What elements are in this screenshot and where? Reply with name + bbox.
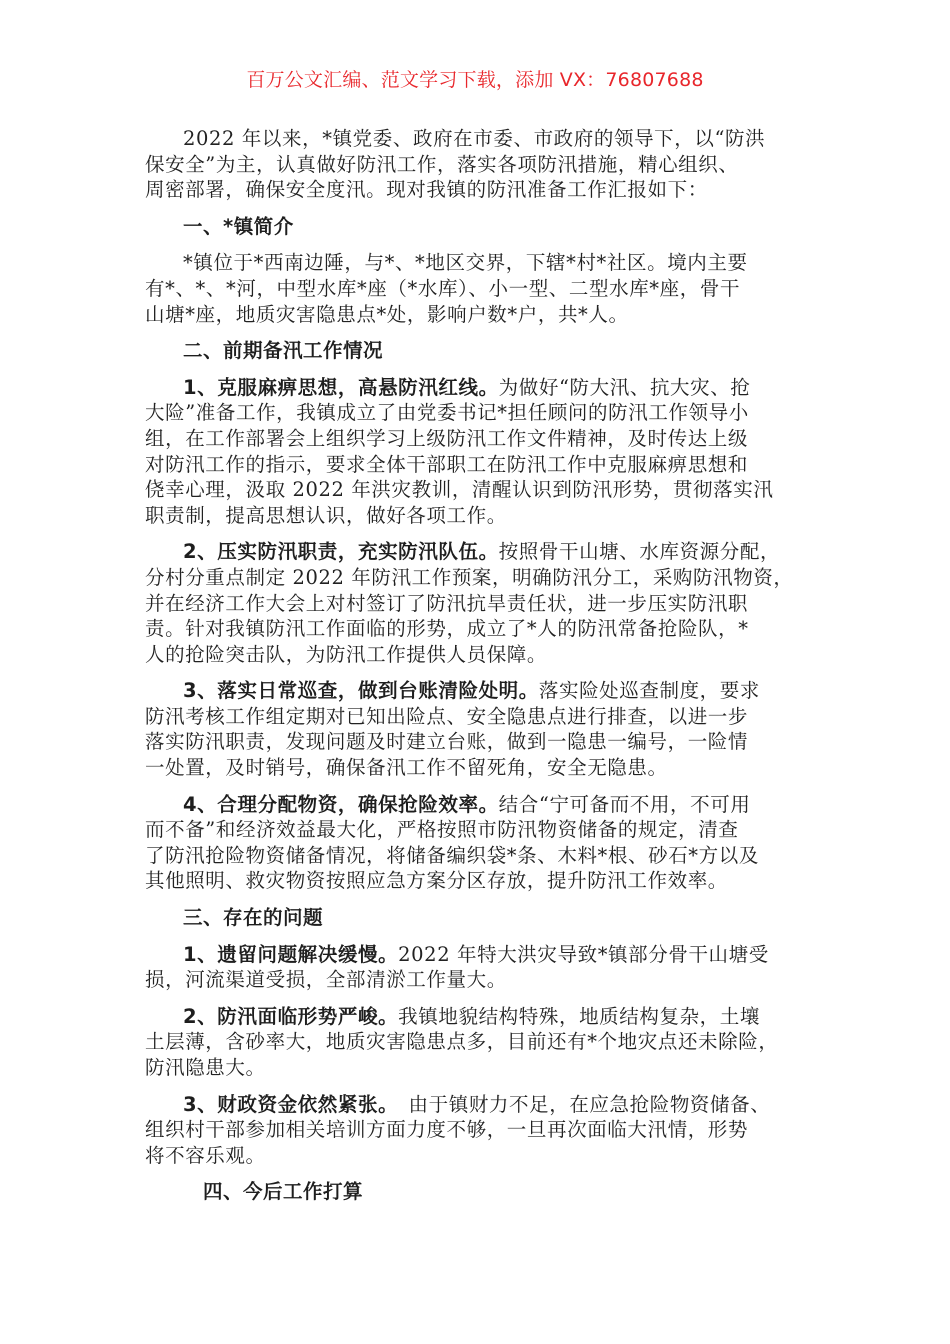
text-line: 2022 年以来，*镇党委、政府在市委、市政府的领导下，以“防洪	[183, 127, 766, 150]
item-text: 2022 年特大洪灾导致*镇部分骨干山塘受	[398, 942, 769, 966]
item-text: 落实险处巡查制度，要求	[538, 679, 760, 703]
item-title: 2、压实防汛职责，充实防汛队伍。	[183, 540, 499, 564]
item-title: 1、克服麻痹思想，高悬防汛红线。	[183, 375, 499, 399]
text-line: 组，在工作部署会上组织学习上级防汛工作文件精神，及时传达上级	[145, 426, 749, 450]
text-line: 组织村干部参加相关培训方面力度不够，一旦再次面临大汛情，形势	[145, 1118, 749, 1142]
item-text: 我镇地貌结构特殊，地质结构复杂，土壤	[398, 1004, 760, 1028]
item-text: 按照骨干山塘、水库资源分配，	[498, 540, 781, 564]
text-line: 对防汛工作的指示，要求全体干部职工在防汛工作中克服麻痹思想和	[145, 452, 749, 476]
item-title: 3、财政资金依然紧张。	[183, 1092, 389, 1116]
text-line: 防汛隐患大。	[145, 1056, 266, 1079]
text-line: 侥幸心理，汲取 2022 年洪灾教训，清醒认识到防汛形势，贯彻落实汛	[145, 478, 774, 502]
section-3-item-2	[145, 1004, 815, 1081]
item-title: 1、遗留问题解决缓慢。	[183, 942, 399, 966]
section-1-heading-block	[145, 214, 815, 240]
section-3-item-1	[145, 942, 815, 993]
section-4-heading-block	[145, 1179, 815, 1205]
text-line: 并在经济工作大会上对村签订了防汛抗旱责任状，进一步压实防汛职	[145, 591, 749, 615]
text-line: 而不备”和经济效益最大化，严格按照市防汛物资储备的规定，清查	[145, 818, 739, 842]
text-line: 其他照明、救灾物资按照应急方案分区存放，提升防汛工作效率。	[145, 869, 728, 893]
section-2-item-2	[145, 539, 815, 667]
section-heading: 四、今后工作打算	[203, 1180, 364, 1204]
item-text: 为做好“防大汛、抗大灾、抢	[498, 375, 751, 399]
item-title: 3、落实日常巡查，做到台账清险处明。	[183, 679, 539, 703]
text-line	[145, 942, 815, 968]
text-line: 职责制，提高思想认识，做好各项工作。	[145, 503, 507, 527]
section-3-item-3	[145, 1092, 815, 1169]
section-2-heading-block	[145, 338, 815, 364]
text-line: 山塘*座，地质灾害隐患点*处，影响户数*户，共*人。	[145, 302, 629, 326]
text-line: 防汛考核工作组定期对已知出险点、安全隐患点进行排查，以进一步	[145, 704, 749, 728]
text-line: 人的抢险突击队，为防汛工作提供人员保障。	[145, 642, 548, 666]
text-line: 大险”准备工作，我镇成立了由党委书记*担任顾问的防汛工作领导小	[145, 401, 749, 425]
watermark-banner: 百万公文汇编、范文学习下载，添加 VX：76807688	[246, 69, 704, 91]
section-2-item-1	[145, 375, 815, 529]
text-line: 周密部署，确保安全度汛。现对我镇的防汛准备工作汇报如下：	[145, 178, 708, 202]
item-text: 由于镇财力不足，在应急抢险物资储备、	[388, 1092, 771, 1116]
text-line: *镇位于*西南边陲，与*、*地区交界，下辖*村*社区。境内主要	[183, 251, 748, 275]
text-line: 保安全”为主，认真做好防汛工作，落实各项防汛措施，精心组织、	[145, 152, 739, 176]
section-heading: 三、存在的问题	[183, 906, 324, 930]
item-text: 结合“宁可备而不用，不可用	[498, 792, 751, 816]
item-title: 2、防汛面临形势严峻。	[183, 1004, 399, 1028]
text-line: 土层薄，含砂率大，地质灾害隐患点多，目前还有*个地灾点还未除险，	[145, 1030, 779, 1054]
section-2-item-3	[145, 678, 815, 780]
text-line	[145, 792, 815, 818]
text-line: 落实防汛职责，发现问题及时建立台账，做到一隐患一编号，一险情	[145, 730, 749, 754]
text-line	[145, 1004, 815, 1030]
text-line: 分村分重点制定 2022 年防汛工作预案，明确防汛分工，采购防汛物资，	[145, 565, 794, 589]
text-line	[145, 539, 815, 565]
text-line	[145, 1092, 815, 1118]
text-line: 有*、*、*河，中型水库*座（*水库）、小一型、二型水库*座，骨干	[145, 276, 741, 300]
item-title: 4、合理分配物资，确保抢险效率。	[183, 792, 499, 816]
section-heading: 二、前期备汛工作情况	[183, 339, 384, 363]
document-body	[145, 126, 815, 1216]
text-line	[145, 375, 815, 401]
text-line: 责。针对我镇防汛工作面临的形势，成立了*人的防汛常备抢险队，*	[145, 617, 749, 641]
text-line: 损，河流渠道受损，全部清淤工作量大。	[145, 968, 507, 992]
section-2-item-4	[145, 792, 815, 894]
section-1-paragraph	[145, 250, 815, 327]
section-heading: 一、*镇简介	[183, 214, 294, 238]
section-3-heading-block	[145, 905, 815, 931]
intro-paragraph	[145, 126, 815, 203]
text-line: 将不容乐观。	[145, 1143, 266, 1167]
text-line	[145, 678, 815, 704]
text-line: 了防汛抢险物资储备情况，将储备编织袋*条、木料*根、砂石*方以及	[145, 843, 759, 867]
text-line: 一处置，及时销号，确保备汛工作不留死角，安全无隐患。	[145, 756, 668, 780]
